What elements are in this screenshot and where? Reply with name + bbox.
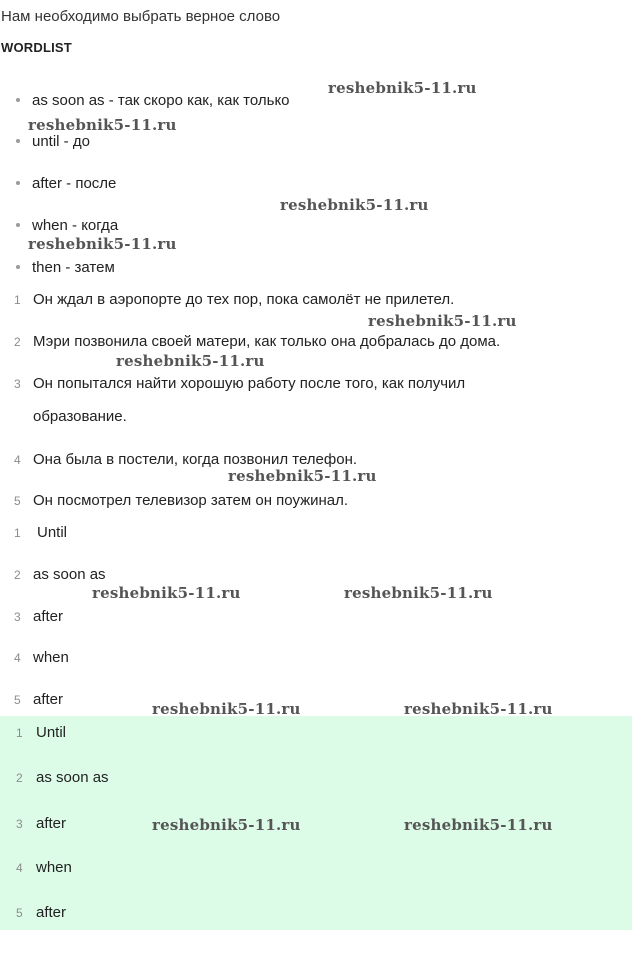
wordlist-item: after - после: [16, 174, 116, 194]
final-answer-item: 1 Until: [16, 724, 67, 741]
wordlist-item: as soon as - так скоро как, как только: [16, 91, 290, 111]
sentence-item: 5 Он посмотрел телевизор затем он поужинал.: [14, 492, 349, 509]
watermark: reshebnik5-11.ru: [328, 79, 477, 97]
wordlist-item: when - когда: [16, 216, 118, 236]
wordlist-item: until - до: [16, 132, 90, 152]
watermark: reshebnik5-11.ru: [404, 700, 553, 718]
watermark: reshebnik5-11.ru: [404, 816, 553, 834]
bullet-icon: [16, 265, 20, 269]
watermark: reshebnik5-11.ru: [368, 312, 517, 330]
sentence-item: 2 Мэри позвонила своей матери, как только она добралась до дома.: [14, 333, 501, 350]
final-answer-item: 5 after: [16, 904, 67, 921]
wordlist-item: then - затем: [16, 258, 115, 278]
bullet-icon: [16, 223, 20, 227]
answer-item: 5 after: [14, 691, 64, 708]
watermark: reshebnik5-11.ru: [28, 235, 177, 253]
watermark: reshebnik5-11.ru: [28, 116, 177, 134]
sentence-continuation: образование.: [33, 408, 127, 425]
bullet-icon: [16, 139, 20, 143]
bullet-icon: [16, 181, 20, 185]
final-answer-item: 2 as soon as: [16, 769, 109, 786]
sentence-item: 4 Она была в постели, когда позвонил телефон.: [14, 451, 358, 468]
final-answer-item: 3 after: [16, 815, 67, 832]
answer-item: 1 Until: [14, 524, 68, 541]
sentence-item: 1 Он ждал в аэропорте до тех пор, пока самолёт не прилетел.: [14, 291, 455, 308]
watermark: reshebnik5-11.ru: [152, 816, 301, 834]
intro-text: Нам необходимо выбрать верное слово: [1, 8, 281, 25]
watermark: reshebnik5-11.ru: [344, 584, 493, 602]
final-answer-item: 4 when: [16, 859, 72, 876]
answer-item: 4 when: [14, 649, 69, 666]
answer-item: 2 as soon as: [14, 566, 106, 583]
watermark: reshebnik5-11.ru: [228, 467, 377, 485]
bullet-icon: [16, 98, 20, 102]
answer-item: 3 after: [14, 608, 64, 625]
watermark: reshebnik5-11.ru: [116, 352, 265, 370]
wordlist-heading: WORDLIST: [1, 40, 72, 55]
sentence-item: 3 Он попытался найти хорошую работу после того, как получил: [14, 375, 466, 392]
watermark: reshebnik5-11.ru: [280, 196, 429, 214]
watermark: reshebnik5-11.ru: [152, 700, 301, 718]
watermark: reshebnik5-11.ru: [92, 584, 241, 602]
